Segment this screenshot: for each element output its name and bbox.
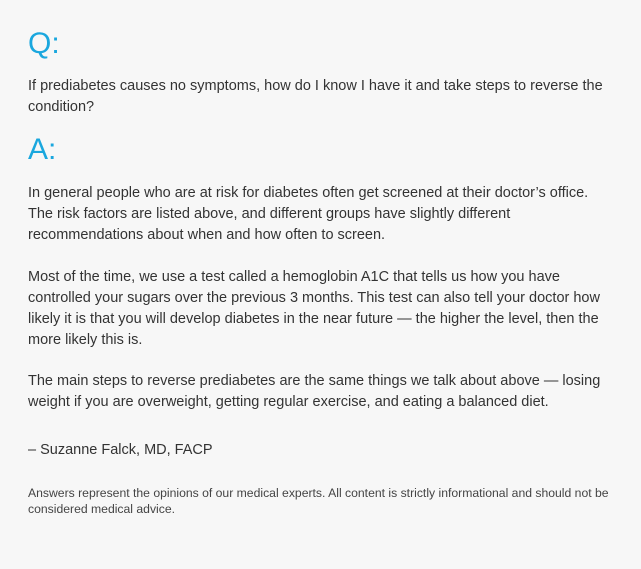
disclaimer-text: Answers represent the opinions of our medical experts. All content is strictly informational and should not be considered medical advice. <box>28 486 609 516</box>
answer-paragraph-1: In general people who are at risk for diabetes often get screened at their doctor’s office. The risk factors are listed above, and different groups have slightly different recommendations about when and how often to screen. <box>28 185 589 243</box>
answer-paragraph-2: Most of the time, we use a test called a hemoglobin A1C that tells us how you have controlled your sugars over the previous 3 months. This test can also tell your doctor how likely it is that you will develop diabetes in the near future — the higher the level, then the more likely this is. <box>28 269 600 348</box>
answer-label: A: <box>28 133 57 166</box>
question-text: If prediabetes causes no symptoms, how do I know I have it and take steps to reverse the condition? <box>28 78 603 115</box>
answer-paragraph-3: The main steps to reverse prediabetes are the same things we talk about above — losing weight if you are overweight, getting regular exercise, and eating a balanced diet. <box>28 373 601 410</box>
question-label: Q: <box>28 27 60 60</box>
answer-signature: – Suzanne Falck, MD, FACP <box>28 442 213 458</box>
